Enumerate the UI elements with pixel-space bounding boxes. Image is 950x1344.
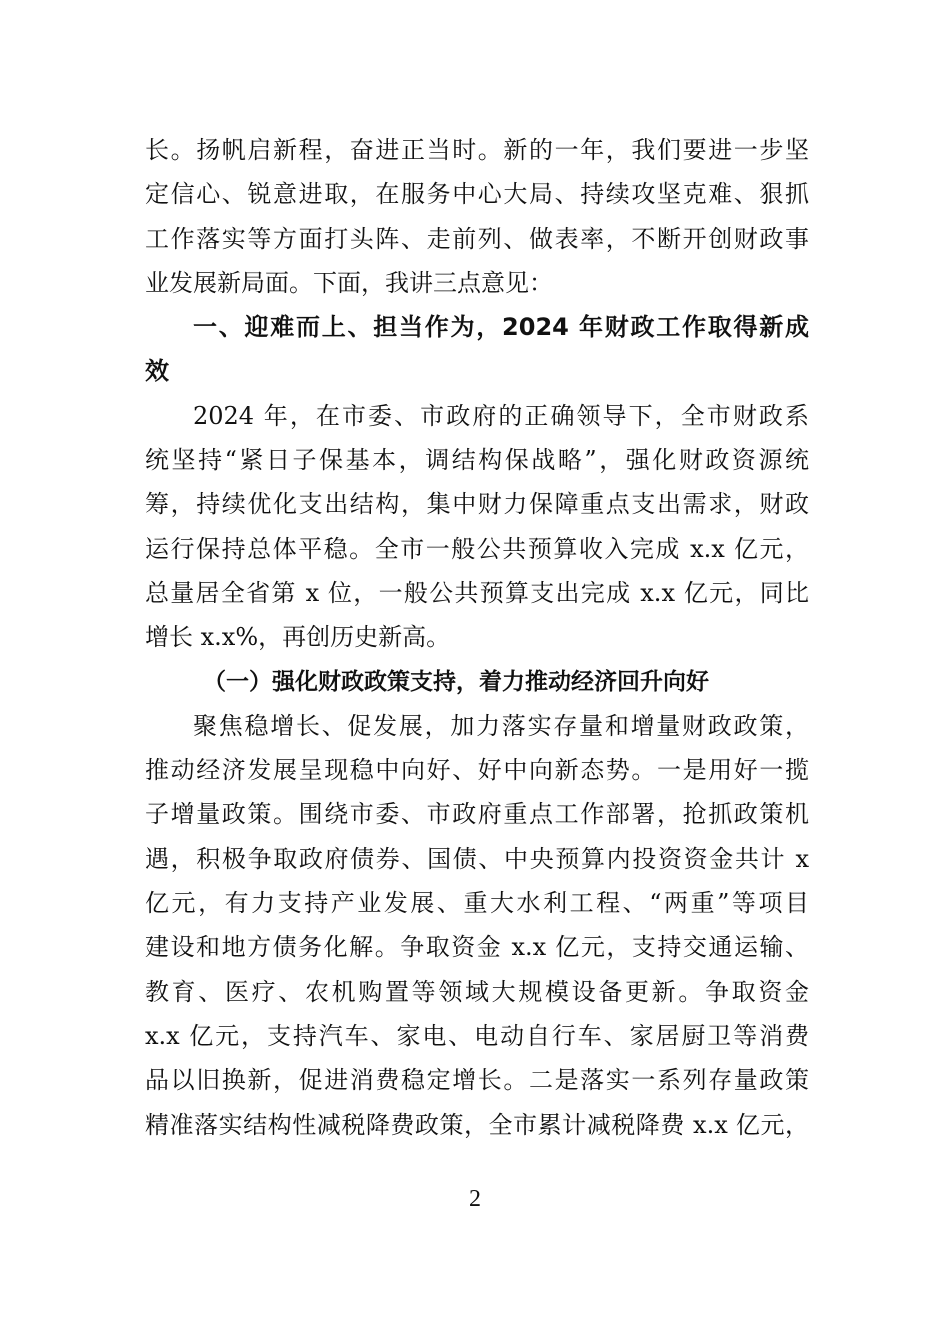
paragraph-line: 总量居全省第 x 位，一般公共预算支出完成 x.x 亿元，同比 xyxy=(145,578,809,607)
paragraph-line: 聚焦稳增长、促发展，加力落实存量和增量财政政策， xyxy=(193,711,809,740)
paragraph-line: 遇，积极争取政府债券、国债、中央预算内投资资金共计 x xyxy=(145,844,809,873)
paragraph-line: 教育、医疗、农机购置等领域大规模设备更新。争取资金 xyxy=(145,977,809,1006)
paragraph-line: 子增量政策。围绕市委、市政府重点工作部署，抢抓政策机 xyxy=(145,800,809,829)
paragraph-line: 业发展新局面。下面，我讲三点意见： xyxy=(145,268,553,297)
subsection-heading: （一）强化财政政策支持，着力推动经济回升向好 xyxy=(203,667,709,695)
page-number: 2 xyxy=(469,1186,481,1212)
paragraph-line: 统坚持“紧日子保基本，调结构保战略”，强化财政资源统 xyxy=(145,446,809,475)
paragraph-line: 建设和地方债务化解。争取资金 x.x 亿元，支持交通运输、 xyxy=(145,933,809,962)
paragraph-line: 工作落实等方面打头阵、走前列、做表率，不断开创财政事 xyxy=(145,224,809,253)
paragraph-line: 精准落实结构性减税降费政策，全市累计减税降费 x.x 亿元， xyxy=(145,1110,809,1139)
document-body xyxy=(145,128,809,1147)
paragraph-line: 亿元，有力支持产业发展、重大水利工程、“两重”等项目 xyxy=(145,889,809,918)
paragraph-line: 品以旧换新，促进消费稳定增长。二是落实一系列存量政策 xyxy=(145,1066,809,1095)
paragraph-line: 长。扬帆启新程，奋进正当时。新的一年，我们要进一步坚 xyxy=(145,136,809,164)
paragraph-line: 增长 x.x%，再创历史新高。 xyxy=(145,623,451,652)
paragraph-line: 定信心、锐意进取，在服务中心大局、持续攻坚克难、狠抓 xyxy=(145,180,809,209)
paragraph-line: 推动经济发展呈现稳中向好、好中向新态势。一是用好一揽 xyxy=(145,756,809,785)
paragraph-line: x.x 亿元，支持汽车、家电、电动自行车、家居厨卫等消费 xyxy=(145,1021,809,1050)
section-heading: 一、迎难而上、担当作为，2024 年财政工作取得新成 xyxy=(193,313,809,342)
paragraph-line: 运行保持总体平稳。全市一般公共预算收入完成 x.x 亿元， xyxy=(145,534,809,563)
paragraph-line: 筹，持续优化支出结构，集中财力保障重点支出需求，财政 xyxy=(145,490,809,519)
paragraph-line: 2024 年，在市委、市政府的正确领导下，全市财政系 xyxy=(193,401,809,430)
section-heading: 效 xyxy=(145,357,169,386)
